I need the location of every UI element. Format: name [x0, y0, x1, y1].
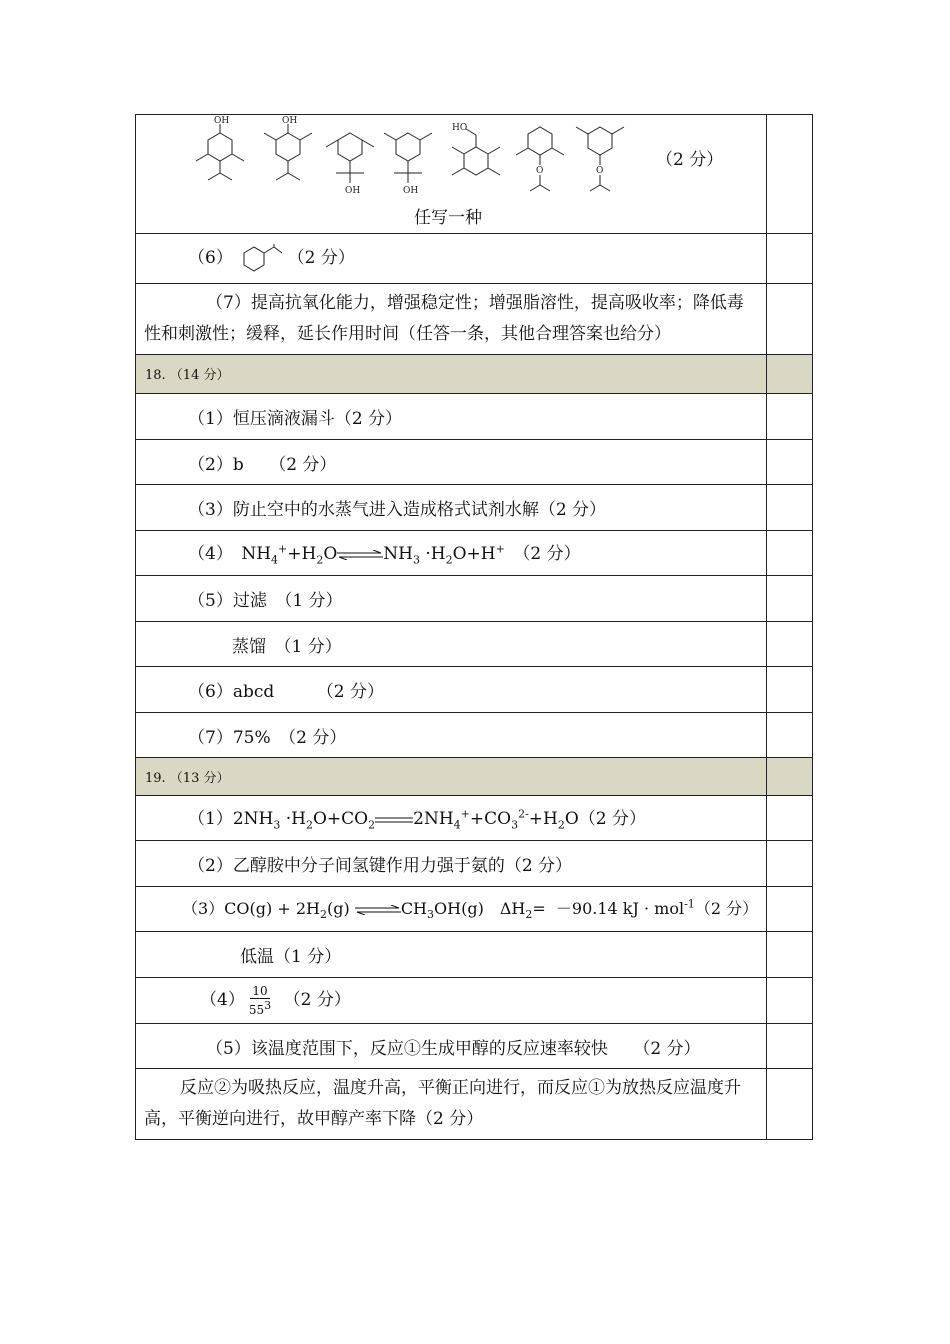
equilibrium-arrow-icon — [355, 905, 401, 915]
row-q19-6 — [136, 1069, 813, 1140]
q19-5-text: （5）该温度范围下，反应①生成甲醇的反应速率较快 （2 分） — [206, 1038, 701, 1059]
q18-3-text: （3）防止空中的水蒸气进入造成格式试剂水解（2 分） — [188, 500, 607, 520]
row-q18-5 — [136, 576, 813, 622]
molecule-4 — [384, 133, 432, 196]
svg-text:OH: OH — [214, 116, 230, 126]
structures-area — [136, 115, 766, 233]
svg-text:O: O — [596, 166, 604, 176]
row-q18-1 — [136, 394, 813, 440]
row-q18-3 — [136, 485, 813, 531]
molecule-1 — [196, 116, 244, 180]
row-q17-6 — [136, 234, 813, 284]
row-q19-3 — [136, 887, 813, 932]
q17-7-text: （7）提高抗氧化能力，增强稳定性；增强脂溶性，提高吸收率；降低毒性和刺激性；缓释，延长作用时间（任答一条，其他合理答案也给分） — [144, 293, 744, 344]
q19-title: 19. （13 分） — [145, 770, 230, 786]
q18-5b-text: 蒸馏 （1 分） — [232, 636, 342, 657]
molecule-3 — [326, 133, 374, 196]
svg-text:OH: OH — [345, 186, 361, 196]
q17-6-number: （6） — [188, 248, 233, 269]
equals-arrow-icon — [375, 816, 413, 824]
q19-3b-text: 低温（1 分） — [240, 947, 342, 967]
fraction: $\frac{10}{55^3}$ — [248, 984, 272, 1017]
svg-text:OH: OH — [403, 186, 419, 196]
q19-4-answer: （4） $\frac{10}{55^3}$ （2 分） — [200, 984, 351, 1017]
molecule-6 — [516, 127, 564, 191]
q19-2-text: （2）乙醇胺中分子间氢键作用力强于氨的（2 分） — [188, 856, 573, 876]
q18-7-text: （7）75% （2 分） — [188, 727, 347, 748]
q18-2-text: （2）b （2 分） — [188, 454, 337, 475]
row-q18-6 — [136, 667, 813, 713]
score-q17-6: （2 分） — [287, 248, 355, 269]
score-q17-5: （2 分） — [656, 150, 724, 170]
svg-text:HO: HO — [452, 123, 468, 133]
svg-text:OH: OH — [282, 116, 298, 126]
molecule-7 — [576, 127, 624, 191]
row-q19-2 — [136, 841, 813, 887]
row-q17-5 — [136, 115, 813, 234]
equilibrium-arrow-icon — [337, 550, 383, 560]
row-q18-2 — [136, 440, 813, 485]
row-q18-5b — [136, 622, 813, 667]
row-q18-7 — [136, 713, 813, 758]
q18-title: 18. （14 分） — [145, 368, 230, 383]
q18-1-text: （1）恒压滴液漏斗（2 分） — [188, 409, 403, 429]
header-q18 — [136, 355, 813, 394]
acetophenone-structure — [238, 244, 282, 274]
q18-4-equation: （4） $NH_4^++H_2O$ $NH_3 \cdot H_2O+H^+$ （2 分） — [188, 542, 581, 567]
q18-5-text: （5）过滤 （1 分） — [188, 591, 343, 611]
q18-6-text: （6）abcd （2 分） — [188, 682, 384, 702]
row-q19-4 — [136, 978, 813, 1024]
q19-3-equation: $(3)CO(g) + 2H_2(g)$ $CH_3OH(g)$ $\Delta H_2= -90.14$ kJ · mol$^{-1}$（2 分） — [182, 898, 759, 922]
row-q17-7 — [136, 284, 813, 355]
row-q19-1 — [136, 796, 813, 841]
q19-1-equation: $(1)2NH_3 \cdot H_2O+CO_2$ $2NH_4^++CO_3^{2-}+H_2O(2$ 分） — [188, 807, 647, 832]
molecule-5 — [452, 123, 500, 175]
svg-text:O: O — [536, 166, 544, 176]
answer-table — [135, 114, 813, 1140]
q19-6-text: 反应②为吸热反应，温度升高，平衡正向进行，而反应①为放热反应温度升高，平衡逆向进行，故甲醇产率下降（2 分） — [144, 1078, 741, 1129]
row-q19-3b — [136, 932, 813, 978]
row-q18-4 — [136, 531, 813, 576]
molecule-2 — [264, 116, 312, 180]
row-q19-5 — [136, 1024, 813, 1069]
write-any-one-note: 任写一种 — [414, 208, 482, 228]
header-q19 — [136, 758, 813, 796]
